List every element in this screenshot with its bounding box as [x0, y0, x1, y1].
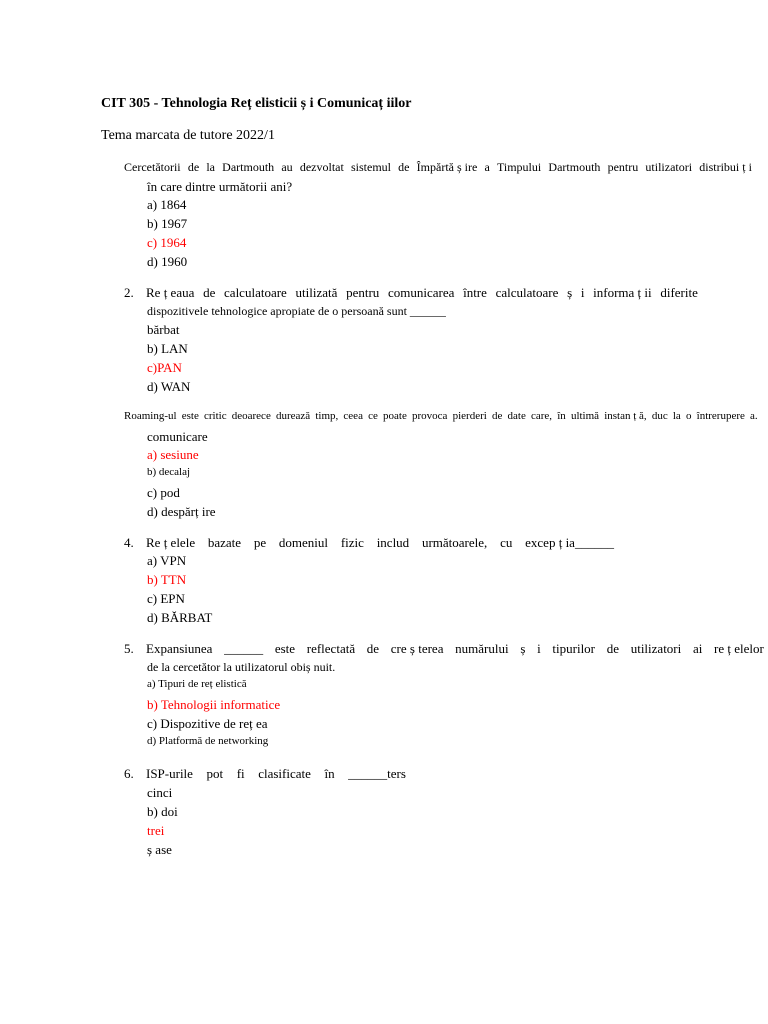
- question-word: a: [484, 160, 490, 174]
- question-word: pentru: [346, 285, 380, 300]
- question-word: reflectată: [306, 641, 356, 656]
- question-word: ______ters: [348, 766, 406, 781]
- question-5-text-line-2: de la cercetător la utilizatorul obiș nuit.: [147, 660, 336, 674]
- question-word: în: [557, 410, 566, 422]
- question-word: ultimă: [570, 410, 600, 422]
- question-word: ș: [520, 641, 526, 656]
- question-word: instan ț ă,: [604, 410, 647, 422]
- question-5-number: 5.: [124, 641, 134, 656]
- question-word: timp,: [315, 410, 339, 422]
- question-word: calculatoare: [495, 285, 559, 300]
- question-1-text-line-1: [124, 160, 752, 175]
- question-5-option-c: c) Dispozitive de reț ea: [147, 716, 268, 731]
- question-word: comunicarea: [387, 285, 455, 300]
- question-word: utilizatori: [630, 641, 682, 656]
- question-3-option-b: b) decalaj: [147, 466, 191, 478]
- question-word: la: [672, 410, 681, 422]
- question-word: ș: [567, 285, 573, 300]
- question-6-option-b: b) doi: [147, 804, 178, 819]
- question-word: Re ț elele: [146, 535, 196, 550]
- question-6-option-d: ș ase: [147, 842, 172, 857]
- question-word: clasificate: [258, 766, 311, 781]
- question-word: este: [181, 410, 199, 422]
- question-2-option-c-answer: c)PAN: [147, 360, 182, 375]
- question-word: Împărtă ș ire: [416, 160, 478, 174]
- question-word: utilizată: [295, 285, 338, 300]
- question-word: re ț elelor: [714, 641, 764, 656]
- document-subtitle: Tema marcata de tutore 2022/1: [101, 128, 275, 143]
- question-word: Dartmouth: [548, 160, 601, 174]
- question-word: date: [507, 410, 526, 422]
- question-6-option-c-answer: trei: [147, 823, 165, 838]
- question-word: distribui ț i: [699, 160, 752, 174]
- question-word: Cercetătorii: [124, 160, 181, 174]
- question-word: i: [537, 641, 541, 656]
- question-3-option-a-answer: a) sesiune: [147, 447, 199, 462]
- question-word: domeniul: [278, 535, 329, 550]
- question-4-option-c: c) EPN: [147, 591, 185, 606]
- question-word: i: [580, 285, 585, 300]
- question-word: între: [463, 285, 487, 300]
- question-word: Expansiunea: [146, 641, 213, 656]
- question-3-option-d: d) despărț ire: [147, 504, 216, 519]
- question-2-text-line-2: dispozitivele tehnologice apropiate de o persoană sunt ______: [147, 304, 446, 318]
- document-title: CIT 305 - Tehnologia Reț elisticii ș i Comunicaț iilor: [101, 96, 412, 111]
- question-word: de: [203, 285, 216, 300]
- question-1-option-a: a) 1864: [147, 197, 187, 212]
- question-6-text-line-1: [146, 766, 406, 782]
- question-word: de: [606, 641, 619, 656]
- question-word: pot: [206, 766, 224, 781]
- question-word: ISP-urile: [146, 766, 193, 781]
- question-5-option-d: d) Platformă de networking: [147, 735, 269, 747]
- question-1-option-d: d) 1960: [147, 254, 188, 269]
- question-5-text-line-1: [146, 641, 764, 657]
- question-word: în: [324, 766, 335, 781]
- question-word: ______: [224, 641, 264, 656]
- question-word: calculatoare: [224, 285, 287, 300]
- question-3-text-line-1: [124, 410, 758, 422]
- question-word: provoca: [412, 410, 448, 422]
- question-2-option-d: d) WAN: [147, 379, 191, 394]
- question-word: de: [398, 160, 410, 174]
- question-4-option-b-answer: b) TTN: [147, 572, 187, 587]
- question-word: fi: [236, 766, 245, 781]
- question-word: duc: [651, 410, 668, 422]
- question-word: includ: [376, 535, 410, 550]
- question-4-number: 4.: [124, 535, 134, 550]
- question-word: cre ș terea: [390, 641, 444, 656]
- question-word: ce: [368, 410, 378, 422]
- question-2-number: 2.: [124, 285, 134, 300]
- question-word: a.: [750, 410, 758, 422]
- question-2-option-a: bărbat: [147, 322, 180, 337]
- question-word: utilizatori: [645, 160, 693, 174]
- question-2-option-b: b) LAN: [147, 341, 188, 356]
- question-word: excep ț ia______: [525, 535, 614, 550]
- question-word: sistemul: [350, 160, 391, 174]
- question-2-text-line-1: [146, 285, 698, 301]
- question-word: poate: [383, 410, 407, 422]
- question-word: durează: [275, 410, 311, 422]
- question-5-option-a: a) Tipuri de reț elistică: [147, 678, 247, 690]
- question-word: pe: [253, 535, 267, 550]
- question-word: pierderi: [452, 410, 487, 422]
- question-word: o: [685, 410, 692, 422]
- question-1-text-line-2: în care dintre următorii ani?: [147, 179, 293, 194]
- question-word: la: [206, 160, 215, 174]
- question-word: critic: [203, 410, 227, 422]
- question-word: este: [274, 641, 296, 656]
- question-6-number: 6.: [124, 766, 134, 781]
- question-word: au: [281, 160, 293, 174]
- question-word: dezvoltat: [299, 160, 344, 174]
- question-word: Dartmouth: [222, 160, 275, 174]
- question-word: întrerupere: [696, 410, 745, 422]
- question-3-option-c: c) pod: [147, 485, 180, 500]
- question-word: deoarece: [231, 410, 271, 422]
- question-word: numărului: [455, 641, 509, 656]
- question-word: de: [491, 410, 503, 422]
- question-word: ai: [692, 641, 703, 656]
- question-word: Timpului: [496, 160, 542, 174]
- question-word: cu: [500, 535, 513, 550]
- question-word: fizic: [340, 535, 364, 550]
- question-5-option-b-answer: b) Tehnologii informatice: [147, 697, 281, 712]
- question-1-option-c-answer: c) 1964: [147, 235, 187, 250]
- question-4-option-d: d) BĂRBAT: [147, 610, 213, 625]
- question-word: Roaming-ul: [124, 410, 177, 422]
- question-word: următoarele,: [421, 535, 488, 550]
- question-word: de: [366, 641, 380, 656]
- question-word: pentru: [607, 160, 639, 174]
- question-word: care,: [531, 410, 553, 422]
- question-3-text-line-2: comunicare: [147, 429, 208, 444]
- question-word: diferite: [660, 285, 698, 300]
- question-word: bazate: [207, 535, 242, 550]
- question-word: de: [187, 160, 200, 174]
- question-4-text-line-1: [146, 535, 614, 551]
- question-4-option-a: a) VPN: [147, 553, 187, 568]
- question-word: informa ț ii: [593, 285, 652, 300]
- question-1-option-b: b) 1967: [147, 216, 188, 231]
- question-word: tipurilor: [552, 641, 596, 656]
- question-6-option-a: cinci: [147, 785, 173, 800]
- question-word: ceea: [343, 410, 363, 422]
- question-word: Re ț eaua: [146, 285, 195, 300]
